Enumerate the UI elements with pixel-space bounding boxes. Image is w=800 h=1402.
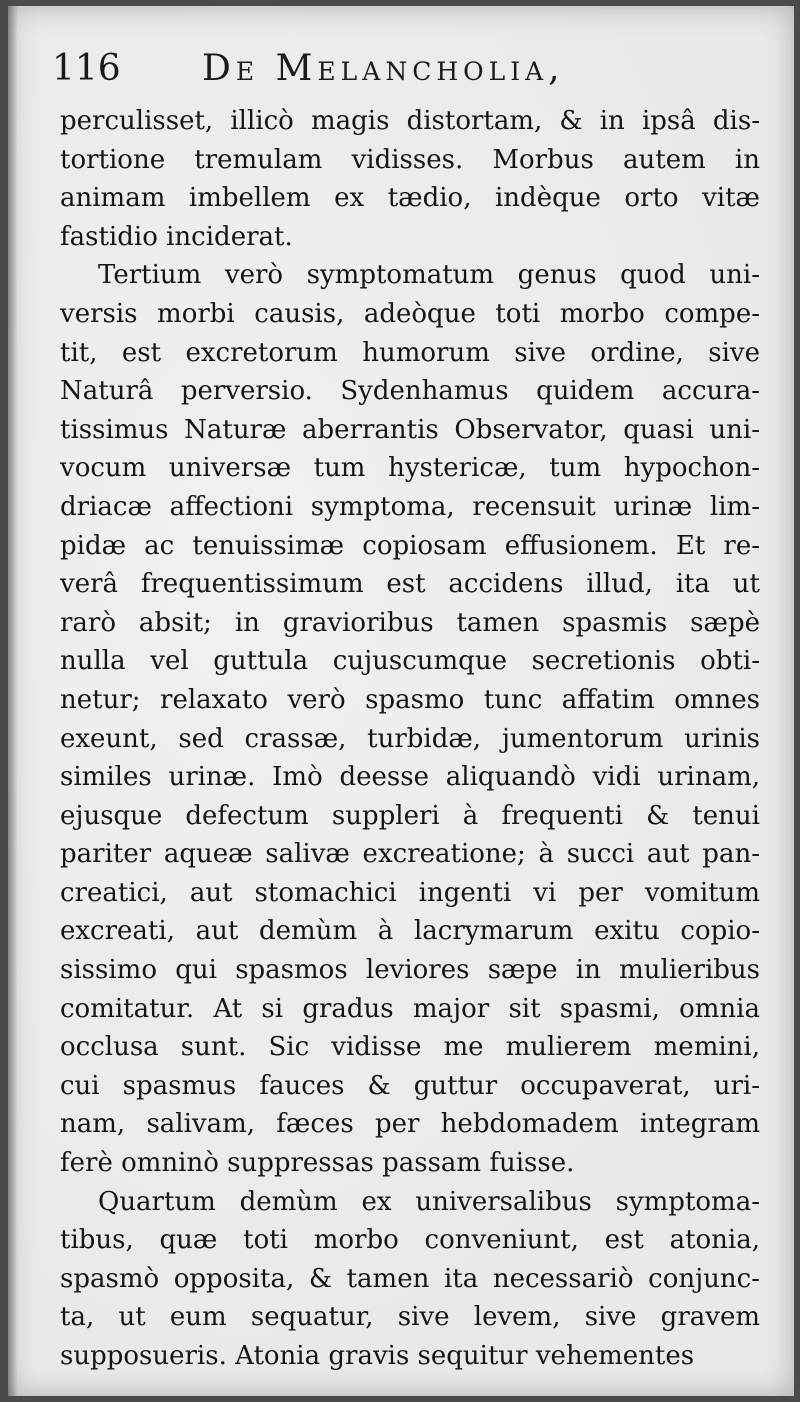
book-page [8,6,794,1396]
text-line: netur; relaxato verò spasmo tunc affatim omnes [60,684,760,715]
text-line: driacæ affectioni symptoma, recensuit urinæ lim- [60,491,760,522]
text-line: fastidio inciderat. [60,221,293,252]
text-line: cui spasmus fauces & guttur occupaverat, uri- [60,1070,760,1101]
text-line: versis morbi causis, adeòque toti morbo compe- [60,298,760,329]
page-number: 116 [52,48,121,89]
text-line: tortione tremulam vidisses. Morbus autem in [60,144,760,175]
page-header [52,46,752,96]
text-line: pariter aqueæ salivæ excreatione; à succi aut pan- [60,839,760,870]
text-line: nam, salivam, fæces per hebdomadem integram [60,1109,760,1140]
text-line: exeunt, sed crassæ, turbidæ, jumentorum urinis [60,723,760,754]
text-line: occlusa sunt. Sic vidisse me mulierem memini, [60,1032,760,1063]
text-line: tibus, quæ toti morbo conveniunt, est atonia, [60,1225,760,1256]
text-line: Naturâ perversio. Sydenhamus quidem accura- [60,376,760,407]
text-line: pidæ ac tenuissimæ copiosam effusionem. Et re- [60,530,760,561]
body-text [60,102,760,1376]
text-line: animam imbellem ex tædio, indèque orto vitæ [60,183,760,214]
text-line: comitatur. At si gradus major sit spasmi, omnia [60,993,760,1024]
text-line: supposueris. Atonia gravis sequitur vehementes [60,1341,695,1371]
text-line: creatici, aut stomachici ingenti vi per vomitum [60,877,760,908]
text-line: ta, ut eum sequatur, sive levem, sive gravem [60,1302,760,1333]
paragraph [60,256,760,1182]
text-line: rarò absit; in gravioribus tamen spasmis sæpè [60,607,760,638]
text-line: Tertium verò symptomatum genus quod uni- [98,260,760,291]
text-line: spasmò opposita, & tamen ita necessariò conjunc- [60,1263,760,1294]
text-line: nulla vel guttula cujuscumque secretionis obti- [60,646,760,677]
text-line: Quartum demùm ex universalibus symptoma- [98,1186,760,1217]
running-head: De Melancholia, [202,48,565,89]
text-line: excreati, aut demùm à lacrymarum exitu copio- [60,916,760,947]
text-line: tit, est excretorum humorum sive ordine, sive [60,337,760,368]
text-line: perculisset, illicò magis distortam, & in ipsâ dis- [60,106,760,136]
text-line: sissimo qui spasmos leviores sæpe in mulieribus [60,955,760,986]
page-shadow [8,6,18,1396]
text-line: verâ frequentissimum est accidens illud, ita ut [60,569,760,600]
text-line: ejusque defectum suppleri à frequenti & tenui [60,800,760,831]
paragraph [60,102,760,256]
text-line: vocum universæ tum hystericæ, tum hypochon- [60,453,760,484]
paragraph [60,1183,760,1376]
text-line: similes urinæ. Imò deesse aliquandò vidi urinam, [60,762,760,793]
text-line: tissimus Naturæ aberrantis Observator, quasi uni- [60,414,760,445]
text-line: ferè omninò suppressas passam fuisse. [60,1148,575,1179]
